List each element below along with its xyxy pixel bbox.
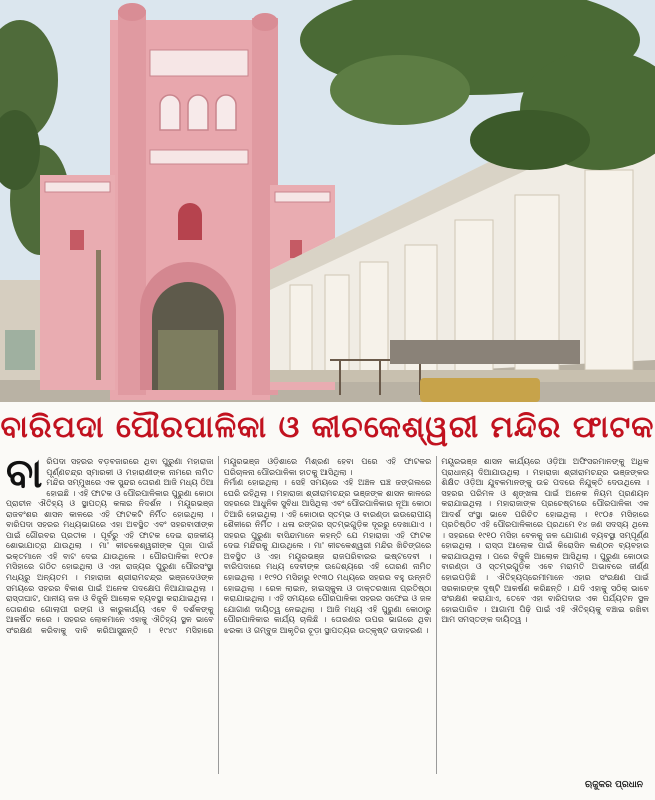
article-body	[6, 456, 649, 796]
dropcap: ବା	[6, 456, 43, 497]
byline: ଋଜୁକର ପ୍ରଧାନ	[585, 780, 643, 790]
article-columns	[6, 456, 649, 774]
article-paragraph-2: ନିର୍ମାଣ ହୋଇଥିଲା । ସେହି ସମୟରେ ଏହି ଅଞ୍ଚଳ ଘଞ୍ଚ ଜଙ୍ଗଲରେ ଘେରି ରହିଥିଲା । ମହାରାଜା ଶ୍ରୀରାମଚନ୍ଦ୍ର ଭଞ୍ଜଙ୍କ ଶାସନ କାଳରେ ସହରରେ ଆଧୁନିକ ସୁବିଧା ଆସିଥିଲା ଏବଂ ପୌରପାଳିକାର ନୂଆ କୋଠା ତିଆରି ହୋଇଥିଲା । ଏହି କୋଠାର ସ୍ତମ୍ଭ ଓ ବାରଣ୍ଡା ଇଉରୋପୀୟ ଶୈଳୀରେ ନିର୍ମିତ । ଧଳା ରଙ୍ଗର ସ୍ତମ୍ଭଗୁଡ଼ିକ ଦୂରରୁ ଦେଖାଯାଏ । ସହରର ପୁରୁଣା ବାସିନ୍ଦାମାନେ କହନ୍ତି ଯେ ମହାରାଜା ଏହି ଫାଟକ ଦେଇ ମନ୍ଦିରକୁ ଯାଉଥିଲେ । ମା' କୀଚକେଶ୍ୱରୀ ମନ୍ଦିର ଖିଚିଙ୍ଗରେ ଅବସ୍ଥିତ ଓ ଏହା ମୟୂରଭଞ୍ଜ ରାଜପରିବାରର ଇଷ୍ଟଦେବୀ । ବାରିପଦାରେ ମଧ୍ୟ ଦେବୀଙ୍କ ଉଦ୍ଦେଶ୍ୟରେ ଏହି ତୋରଣ ନାମିତ ହୋଇଥିଲା । ୧୯୨୦ ମସିହାରୁ ୧୯୩୦ ମଧ୍ୟରେ ସହରର ବହୁ ଉନ୍ନତି ହୋଇଥିଲା । ରେଳ ଲାଇନ, ହାଇସ୍କୁଲ ଓ ଡାକ୍ତରଖାନା ପ୍ରତିଷ୍ଠା କରାଯାଇଥିଲା । ଏହି ସମୟରେ ପୌରପାଳିକା ସହରର ସଫେଇ ଓ ଜଳ ଯୋଗାଣ ଦାୟିତ୍ୱ ନେଇଥିଲା । ଆଜି ମଧ୍ୟ ଏହି ପୁରୁଣା କୋଠାରୁ ପୌରପାଳିକାର କାର୍ଯ୍ୟ ଚାଲିଛି । ତୋରଣର ଉପର ଭାଗରେ ଥିବା ଝରକା ଓ ଗମ୍ବୁଜ ଆକୃତିର ଚୂଡ଼ା ସ୍ଥାପତ୍ୟର ଉତ୍କୃଷ୍ଟ ଉଦାହରଣ ।	[223, 477, 432, 635]
headline: ବାରିପଦା ପୌରପାଳିକା ଓ କୀଚକେଶ୍ୱରୀ ମନ୍ଦିର ଫାଟକ	[0, 409, 655, 445]
headline-bar	[0, 402, 655, 452]
column-1-text: ରିପଦା ସହରର ବଡ଼ବଜାରରେ ଥିବା ପୁରୁଣା ମହାରାଜା ପୂର୍ଣ୍ଣଚନ୍ଦ୍ର ସ୍ମାରକୀ ଓ ମହାରାଣୀଙ୍କ ନାମରେ ନାମିତ ମନ୍ଦିର ସମ୍ମୁଖରେ ଏକ ସୁନ୍ଦର ତୋରଣ ଆଜି ମଧ୍ୟ ଠିଆ ହୋଇଛି । ଏହି ଫାଟକ ଓ ପୌରପାଳିକାର ପୁରୁଣା କୋଠା ପ୍ରାଚୀନ ଐତିହ୍ୟ ଓ ସ୍ଥାପତ୍ୟ କଳାର ନିଦର୍ଶନ । ମୟୂରଭଞ୍ଜ ରାଜବଂଶର ଶାସନ କାଳରେ ଏହି ଫାଟକଟି ନିର୍ମିତ ହୋଇଥିଲା । ବାରିପଦା ସହରର ମଧ୍ୟଭାଗରେ ଏହା ଅବସ୍ଥିତ ଏବଂ ସହରବାସୀଙ୍କ ପାଇଁ ଗୌରବର ପ୍ରତୀକ । ପୂର୍ବରୁ ଏହି ଫାଟକ ଦେଇ ରାଜକୀୟ ଶୋଭାଯାତ୍ରା ଯାଉଥିଲା । ମା' କୀଚକେଶ୍ୱରୀଙ୍କ ପୂଜା ପାଇଁ ଭକ୍ତମାନେ ଏହି ବାଟ ଦେଇ ଯାଉଥିଲେ । ପୌରପାଳିକା ୧୯୦୫ ମସିହାରେ ଗଠିତ ହୋଇଥିଲା ଓ ଏହା ରାଜ୍ୟର ପୁରୁଣା ପୌରସଂସ୍ଥା ମଧ୍ୟରୁ ଅନ୍ୟତମ । ମହାରାଜା ଶ୍ରୀରାମଚନ୍ଦ୍ର ଭଞ୍ଜଦେଓଙ୍କ ସମୟରେ ସହରର ବିକାଶ ପାଇଁ ଅନେକ ପଦକ୍ଷେପ ନିଆଯାଇଥିଲା । ରାସ୍ତାଘାଟ, ପାନୀୟ ଜଳ ଓ ବିଜୁଳି ଆଲୋକ ବ୍ୟବସ୍ଥା କରାଯାଇଥିଲା । ତୋରଣର ଗୋଲାପୀ ରଙ୍ଗ ଓ କାରୁକାର୍ଯ୍ୟ ଏବେ ବି ଦର୍ଶକଙ୍କୁ ଆକର୍ଷିତ କରେ । ସହରର ଲୋକମାନେ ଏହାକୁ ଐତିହ୍ୟ ସ୍ଥଳ ଭାବେ ସଂରକ୍ଷଣ କରିବାକୁ ଦାବି କରିଆସୁଛନ୍ତି । ୧୯୪୯ ମସିହାରେ ମୟୂରଭଞ୍ଜ ଓଡ଼ିଶାରେ ମିଶ୍ରଣ ହେବା ପରେ ଏହି ଫାଟକର ପରିଚାଳନା ପୌରପାଳିକା ହାତକୁ ଆସିଥିଲା ।	[6, 456, 432, 635]
article-paragraph-3: ମୟୂରଭଞ୍ଜ ଶାସନ କାର୍ଯ୍ୟରେ ଓଡ଼ିଆ ଅଫିସରମାନଙ୍କୁ ଅଧିକ ପ୍ରାଧାନ୍ୟ ଦିଆଯାଉଥିଲା । ମହାରାଜା ଶ୍ରୀରାମଚନ୍ଦ୍ର ଭଞ୍ଜଙ୍କର ଶିକ୍ଷିତ ଓଡ଼ିଆ ଯୁବକମାନଙ୍କୁ ଉଚ୍ଚ ପଦରେ ନିଯୁକ୍ତି ଦେଉଥିଲେ । ସହରର ପରିମଳ ଓ ଶୃଙ୍ଖଳା ପାଇଁ ଅନେକ ନିୟମ ପ୍ରଣୟନ କରାଯାଇଥିଲା । ମହାରାଜାଙ୍କ ପ୍ରଚେଷ୍ଟାରେ ପୌରପାଳିକା ଏକ ଆଦର୍ଶ ସଂସ୍ଥା ଭାବେ ପରିଚିତ ହୋଇଥିଲା । ୧୯୦୫ ମସିହାରେ ପ୍ରତିଷ୍ଠିତ ଏହି ପୌରପାଳିକାରେ ପ୍ରଥମେ ୧୪ ଜଣ ସଦସ୍ୟ ଥିଲେ । ସହରରେ ୧୯୧୦ ମସିହା ବେଳକୁ ଜଳ ଯୋଗାଣ ବ୍ୟବସ୍ଥା ସମ୍ପୂର୍ଣ୍ଣ ହୋଇଥିଲା । ରାସ୍ତା ଆଲୋକ ପାଇଁ କିରୋସିନ ଲଣ୍ଠନ ବ୍ୟବହାର କରାଯାଉଥିଲା । ପରେ ବିଜୁଳି ଆଲୋକ ଆସିଥିଲା । ପୁରୁଣା କୋଠାର ବାରଣ୍ଡା ଓ ସ୍ତମ୍ଭଗୁଡ଼ିକ ଏବେ ମରାମତି ଅଭାବରେ ଜୀର୍ଣ୍ଣ ହୋଇପଡ଼ିଛି । ଐତିହ୍ୟପ୍ରେମୀମାନେ ଏହାର ସଂରକ୍ଷଣ ପାଇଁ ସରକାରଙ୍କ ଦୃଷ୍ଟି ଆକର୍ଷଣ କରିଛନ୍ତି । ଯଦି ଏହାକୁ ସଠିକ୍ ଭାବେ ସଂରକ୍ଷଣ କରାଯାଏ, ତେବେ ଏହା ବାରିପଦାର ଏକ ପର୍ଯ୍ୟଟନ ସ୍ଥଳ ହୋଇପାରିବ । ଆଗାମୀ ପିଢ଼ି ପାଇଁ ଏହି ଐତିହ୍ୟକୁ ବଞ୍ଚାଇ ରଖିବା ଆମ ସମସ୍ତଙ୍କ ଦାୟିତ୍ୱ ।	[441, 456, 649, 625]
